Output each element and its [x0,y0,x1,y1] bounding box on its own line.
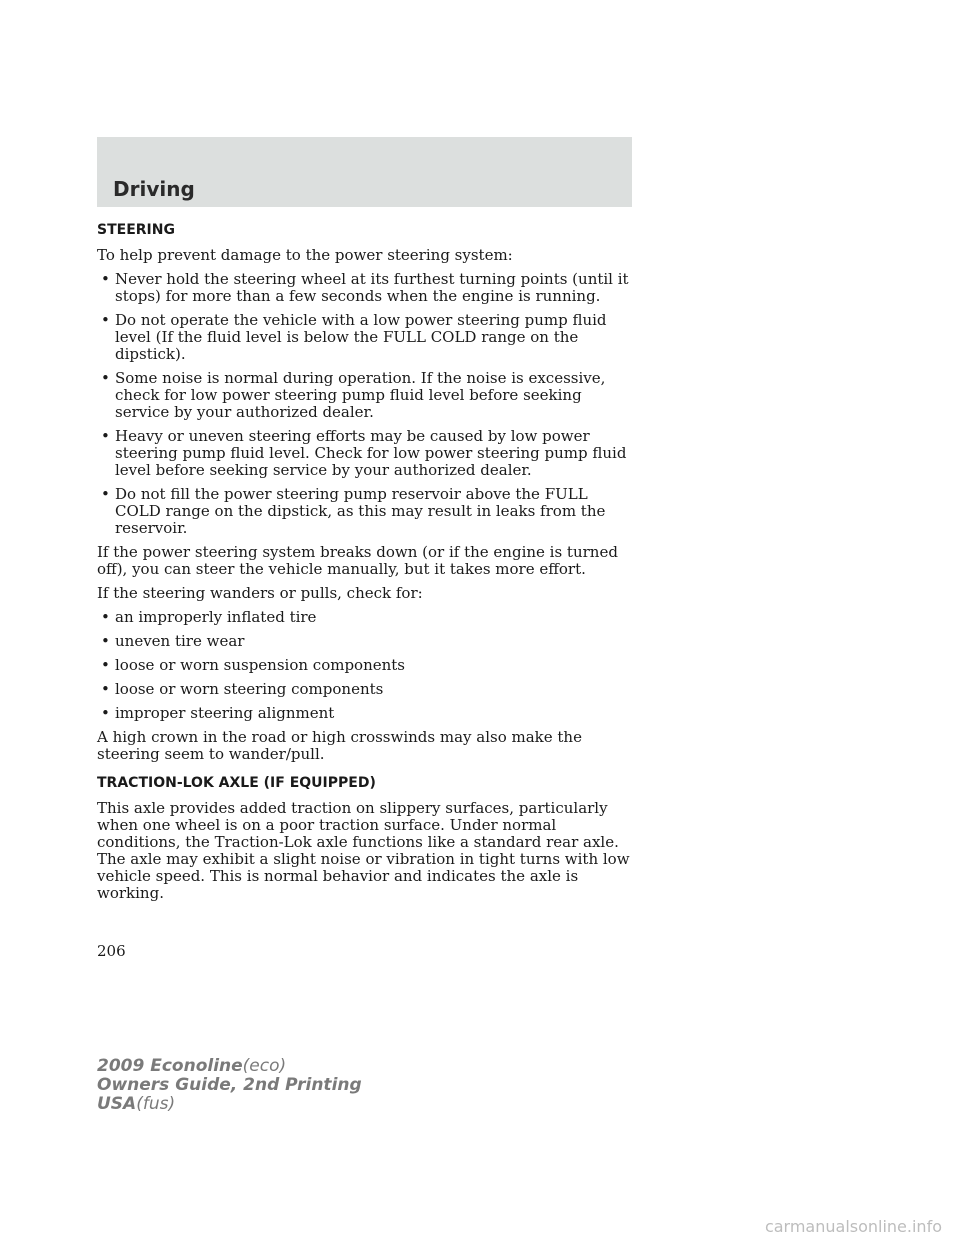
list-item: • loose or worn steering components [97,681,637,698]
list-item: • Do not operate the vehicle with a low power steering pump fluid level (If the fluid level is below the FULL COLD range on the dipstick). [97,312,637,363]
steering-bullet-list [97,271,637,537]
list-item: • loose or worn suspension components [97,657,637,674]
wander-intro: If the steering wanders or pulls, check for: [97,584,423,602]
footer-model-code: (eco) [242,1056,287,1076]
breakdown-paragraph: If the power steering system breaks down (or if the engine is turned off), you can steer the vehicle manually, but it takes more effort. [97,543,618,578]
wander-bullet-list [97,609,637,722]
page-content [97,222,637,909]
footer-market-code: (fus) [136,1094,176,1114]
steering-heading: STEERING [97,222,175,238]
list-item: • Some noise is normal during operation. If the noise is excessive, check for low power steering pump fluid level before seeking service by your authorized dealer. [97,370,637,421]
section-header [97,137,632,207]
list-item: • improper steering alignment [97,705,637,722]
footer-market: USA [97,1094,137,1114]
footer-model: 2009 Econoline [97,1056,243,1076]
steering-intro: To help prevent damage to the power steering system: [97,246,513,264]
page-number: 206 [97,942,126,960]
footer-guide: Owners Guide, 2nd Printing [97,1075,362,1095]
document-footer [97,1057,362,1114]
traction-heading: TRACTION-LOK AXLE (IF EQUIPPED) [97,775,376,791]
list-item: • Never hold the steering wheel at its furthest turning points (until it stops) for more than a few seconds when the engine is running. [97,271,637,305]
section-title: Driving [113,177,195,201]
list-item: • Do not fill the power steering pump reservoir above the FULL COLD range on the dipstick, as this may result in leaks from the reservoir. [97,486,637,537]
list-item: • Heavy or uneven steering efforts may be caused by low power steering pump fluid level. Check for low power steering pump fluid level before seeking service by your authorized dealer. [97,428,637,479]
traction-paragraph: This axle provides added traction on slippery surfaces, particularly when one wheel is on a poor traction surface. Under normal conditions, the Traction-Lok axle functions like a standard rear axle. The axle may exhibit a slight noise or vibration in tight turns with low vehicle speed. This is normal behavior and indicates the axle is working. [97,799,630,902]
watermark: carmanualsonline.info [764,1217,942,1236]
list-item: • an improperly inflated tire [97,609,637,626]
list-item: • uneven tire wear [97,633,637,650]
crown-paragraph: A high crown in the road or high crosswinds may also make the steering seem to wander/pull. [97,728,582,763]
